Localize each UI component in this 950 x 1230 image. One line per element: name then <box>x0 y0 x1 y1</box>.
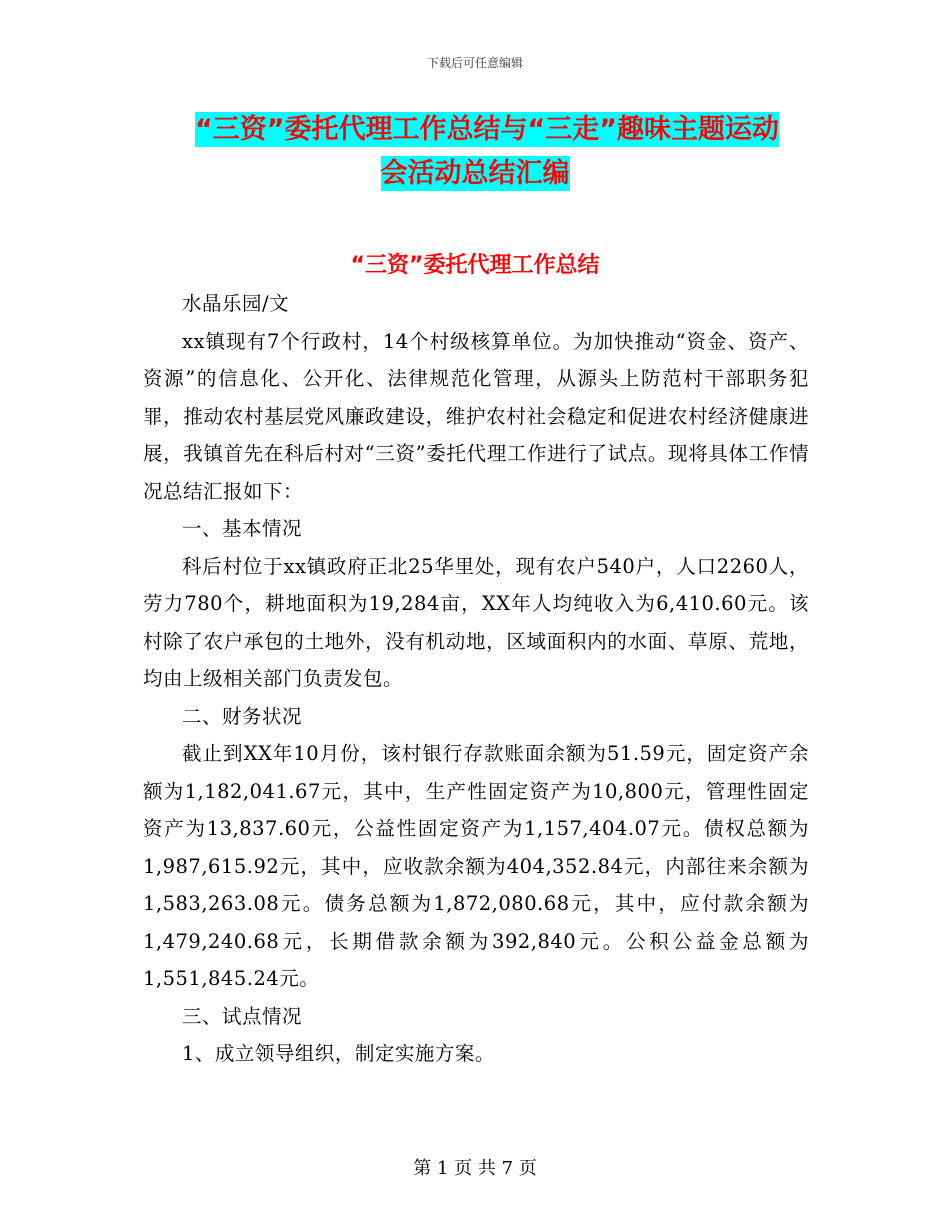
paragraph-intro: xx镇现有7个行政村，14个村级核算单位。为加快推动“资金、资产、资源”的信息化、公开化、法律规范化管理，从源头上防范村干部职务犯罪，推动农村基层党风廉政建设，维护农村社会稳定和促进农村经济健康进展，我镇首先在科后村对“三资”委托代理工作进行了试点。现将具体工作情况总结汇报如下： <box>143 329 809 503</box>
page-footer: 第 1 页 共 7 页 <box>413 1158 537 1179</box>
paragraph-financial-status: 截止到XX年10月份，该村银行存款账面余额为51.59元，固定资产余额为1,182,041.67元，其中，生产性固定资产为10,800元，管理性固定资产为13,837.60元，公益性固定资产为1,157,404.07元。债权总额为1,987,615.92元，其中，应收款余额为404,352.84元，内部往来余额为1,583,263.08元。债务总额为1,872,080.68元，其中，应付款余额为1,479,240.68元，长期借款余额为392,840元。公积公益金总额为1,551,845.24元。 <box>143 742 809 990</box>
heading-basic-situation: 一、基本情况 <box>182 517 303 540</box>
header-note: 下载后可任意编辑 <box>426 56 523 70</box>
document-title-line-2 <box>143 152 807 196</box>
document-body <box>143 285 809 1073</box>
document-title-line-1 <box>195 108 807 152</box>
title-highlight-2: 会活动总结汇编 <box>380 158 570 189</box>
title-highlight-1: “三资”委托代理工作总结与“三走”趣味主题运动 <box>195 114 779 145</box>
paragraph-basic-situation: 科后村位于xx镇政府正北25华里处，现有农户540户，人口2260人，劳力780个，耕地面积为19,284亩，XX年人均纯收入为6,410.60元。该村除了农户承包的土地外，没有机动地，区域面积内的水面、草原、荒地，均由上级相关部门负责发包。 <box>143 554 809 690</box>
heading-pilot-situation: 三、试点情况 <box>182 1004 303 1028</box>
author-line: 水晶乐园/文 <box>182 292 290 315</box>
heading-financial-status: 二、财务状况 <box>182 704 303 728</box>
section-title: “三资”委托代理工作总结 <box>350 253 600 278</box>
document-title <box>143 108 807 196</box>
paragraph-pilot-item-1: 1、成立领导组织，制定实施方案。 <box>182 1042 495 1065</box>
